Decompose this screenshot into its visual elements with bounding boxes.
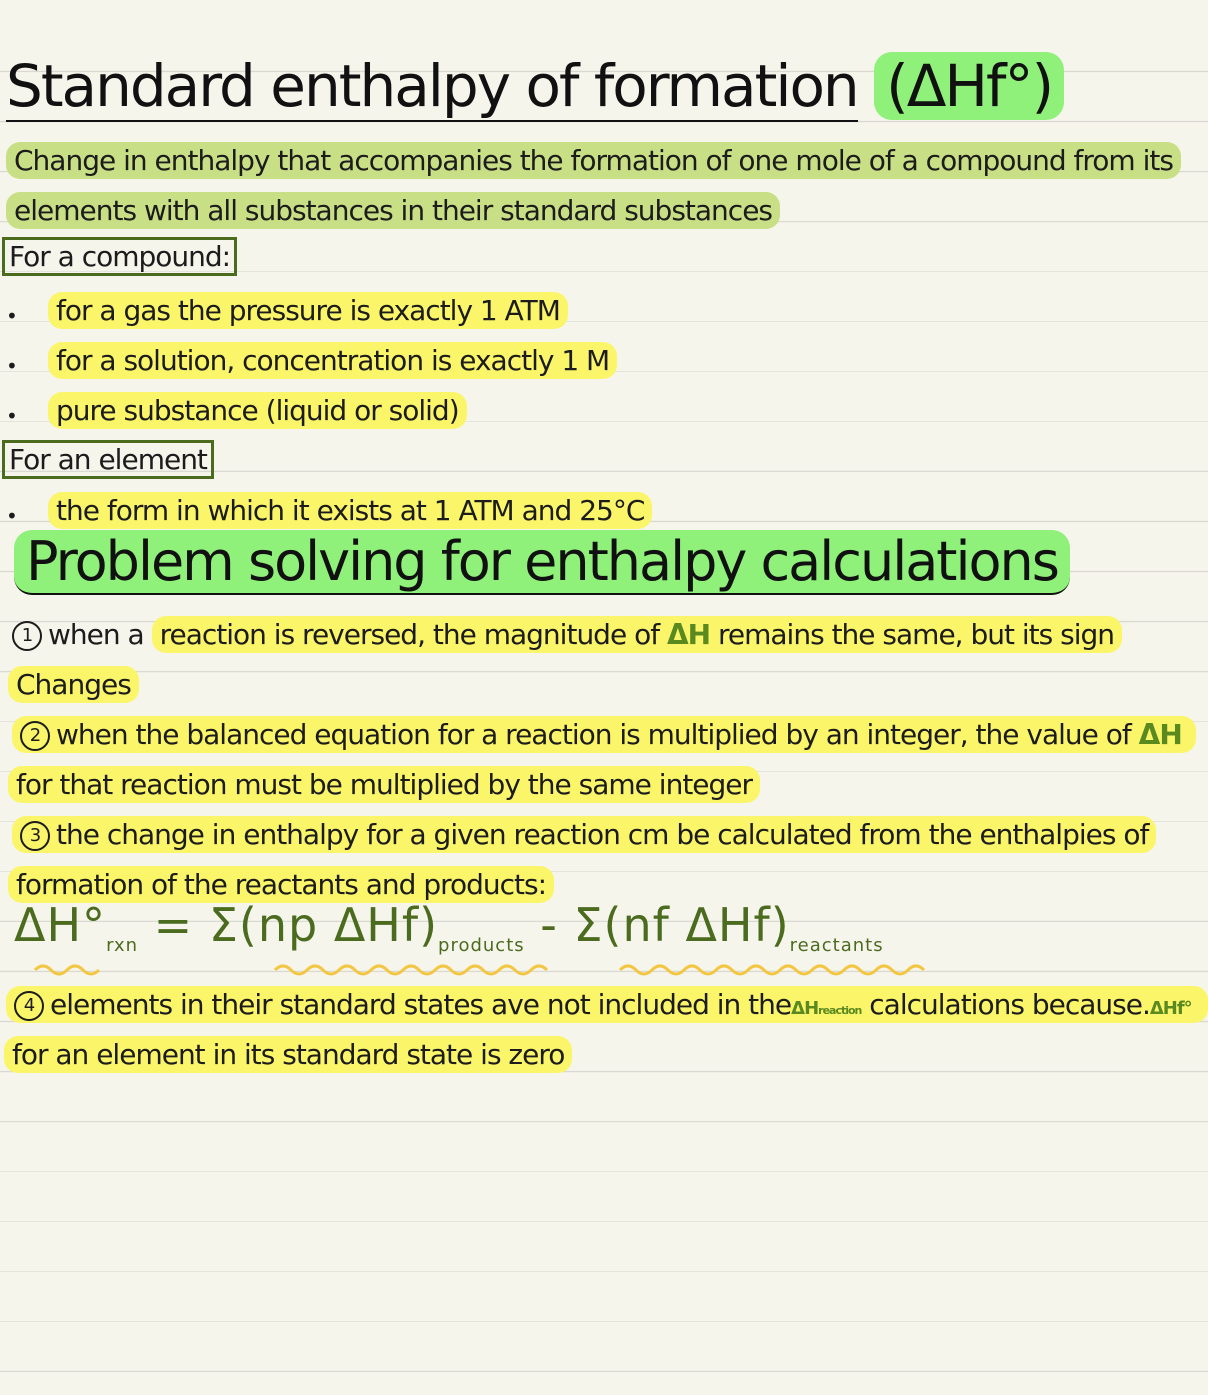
title-text: Standard enthalpy of formation [6, 52, 858, 120]
definition-text-2: elements with all substances in their standard substances [6, 192, 780, 229]
compound-item-1-text: for a gas the pressure is exactly 1 ATM [48, 292, 568, 329]
rule-1 [12, 618, 1122, 651]
wavy-underline-1 [35, 966, 99, 974]
bullet-dot: • [6, 354, 18, 378]
rule-4-cont [4, 1038, 572, 1071]
title-symbol: (ΔHf°) [874, 52, 1064, 120]
number-3: 3 [20, 821, 50, 851]
number-4: 4 [14, 991, 44, 1021]
bullet-dot: • [6, 504, 18, 528]
compound-item-3 [48, 394, 467, 427]
rule-3-highlight [12, 816, 1156, 853]
delta-h-symbol: ΔH [791, 998, 819, 1019]
element-item-1 [48, 494, 652, 527]
rule-3-text: the change in enthalpy for a given reaction cm be calculated from the enthalpies of [56, 818, 1149, 851]
rule-4-highlight [6, 986, 1208, 1023]
rule-2-text: when the balanced equation for a reaction is multiplied by an integer, the value of [56, 718, 1139, 751]
compound-item-2 [48, 344, 617, 377]
number-1: 1 [12, 621, 42, 651]
number-2: 2 [20, 721, 50, 751]
rule-1-cont-text: Changes [8, 666, 139, 703]
rule-3-cont-text: formation of the reactants and products: [8, 866, 554, 903]
wavy-underline-3 [620, 966, 924, 974]
section-title [14, 530, 1070, 593]
rule-4 [6, 988, 1208, 1021]
delta-h-symbol: ΔH [666, 618, 711, 651]
rule-4-cont-text: for an element in its standard state is zero [4, 1036, 572, 1073]
rule-2-cont-text: for that reaction must be multiplied by the same integer [8, 766, 760, 803]
definition-line-2 [6, 194, 780, 227]
equation-reactants-sub: reactants [789, 935, 884, 956]
rule-3 [12, 818, 1156, 851]
compound-item-2-text: for a solution, concentration is exactly 1 M [48, 342, 617, 379]
rule-1-end: remains the same, but its sign [710, 618, 1114, 651]
equation-products-sub: products [438, 935, 525, 956]
section-title-text: Problem solving for enthalpy calculations [14, 530, 1070, 595]
delta-h-symbol: ΔH [1138, 718, 1182, 751]
bullet-dot: • [6, 404, 18, 428]
rule-4-text: elements in their standard states ave not included in the [50, 988, 792, 1021]
compound-item-1 [48, 294, 568, 327]
compound-item-3-text: pure substance (liquid or solid) [48, 392, 467, 429]
compound-label: For a compound: [2, 237, 237, 276]
delta-hf-symbol: ΔHf° [1149, 998, 1192, 1019]
equation-underline [30, 960, 990, 980]
element-label: For an element [2, 440, 214, 479]
bullet-dot: • [6, 304, 18, 328]
delta-h-subscript: reaction [818, 1004, 862, 1017]
element-item-1-text: the form in which it exists at 1 ATM and 25°C [48, 492, 652, 529]
rule-1-cont [8, 668, 139, 701]
rule-1-prefix: when a [48, 618, 152, 651]
rule-2-highlight [12, 716, 1196, 753]
page-title [6, 52, 1064, 120]
rule-2 [12, 718, 1196, 751]
equation-lhs-sub: rxn [106, 935, 139, 956]
wavy-underline-2 [275, 966, 547, 974]
rule-1-highlight [152, 616, 1122, 653]
rule-4-end: calculations because. [861, 988, 1150, 1021]
rule-3-cont [8, 868, 554, 901]
equation-products-term: = Σ(np ΔHf) [138, 898, 439, 952]
definition-text-1: Change in enthalpy that accompanies the formation of one mole of a compound from its [6, 142, 1181, 179]
definition-line-1 [6, 144, 1181, 177]
enthalpy-equation [14, 898, 884, 956]
equation-lhs: ΔH° [14, 898, 107, 952]
equation-reactants-term: - Σ(nf ΔHf) [524, 898, 790, 952]
rule-1-rest: reaction is reversed, the magnitude of [159, 618, 667, 651]
rule-2-cont [8, 768, 760, 801]
